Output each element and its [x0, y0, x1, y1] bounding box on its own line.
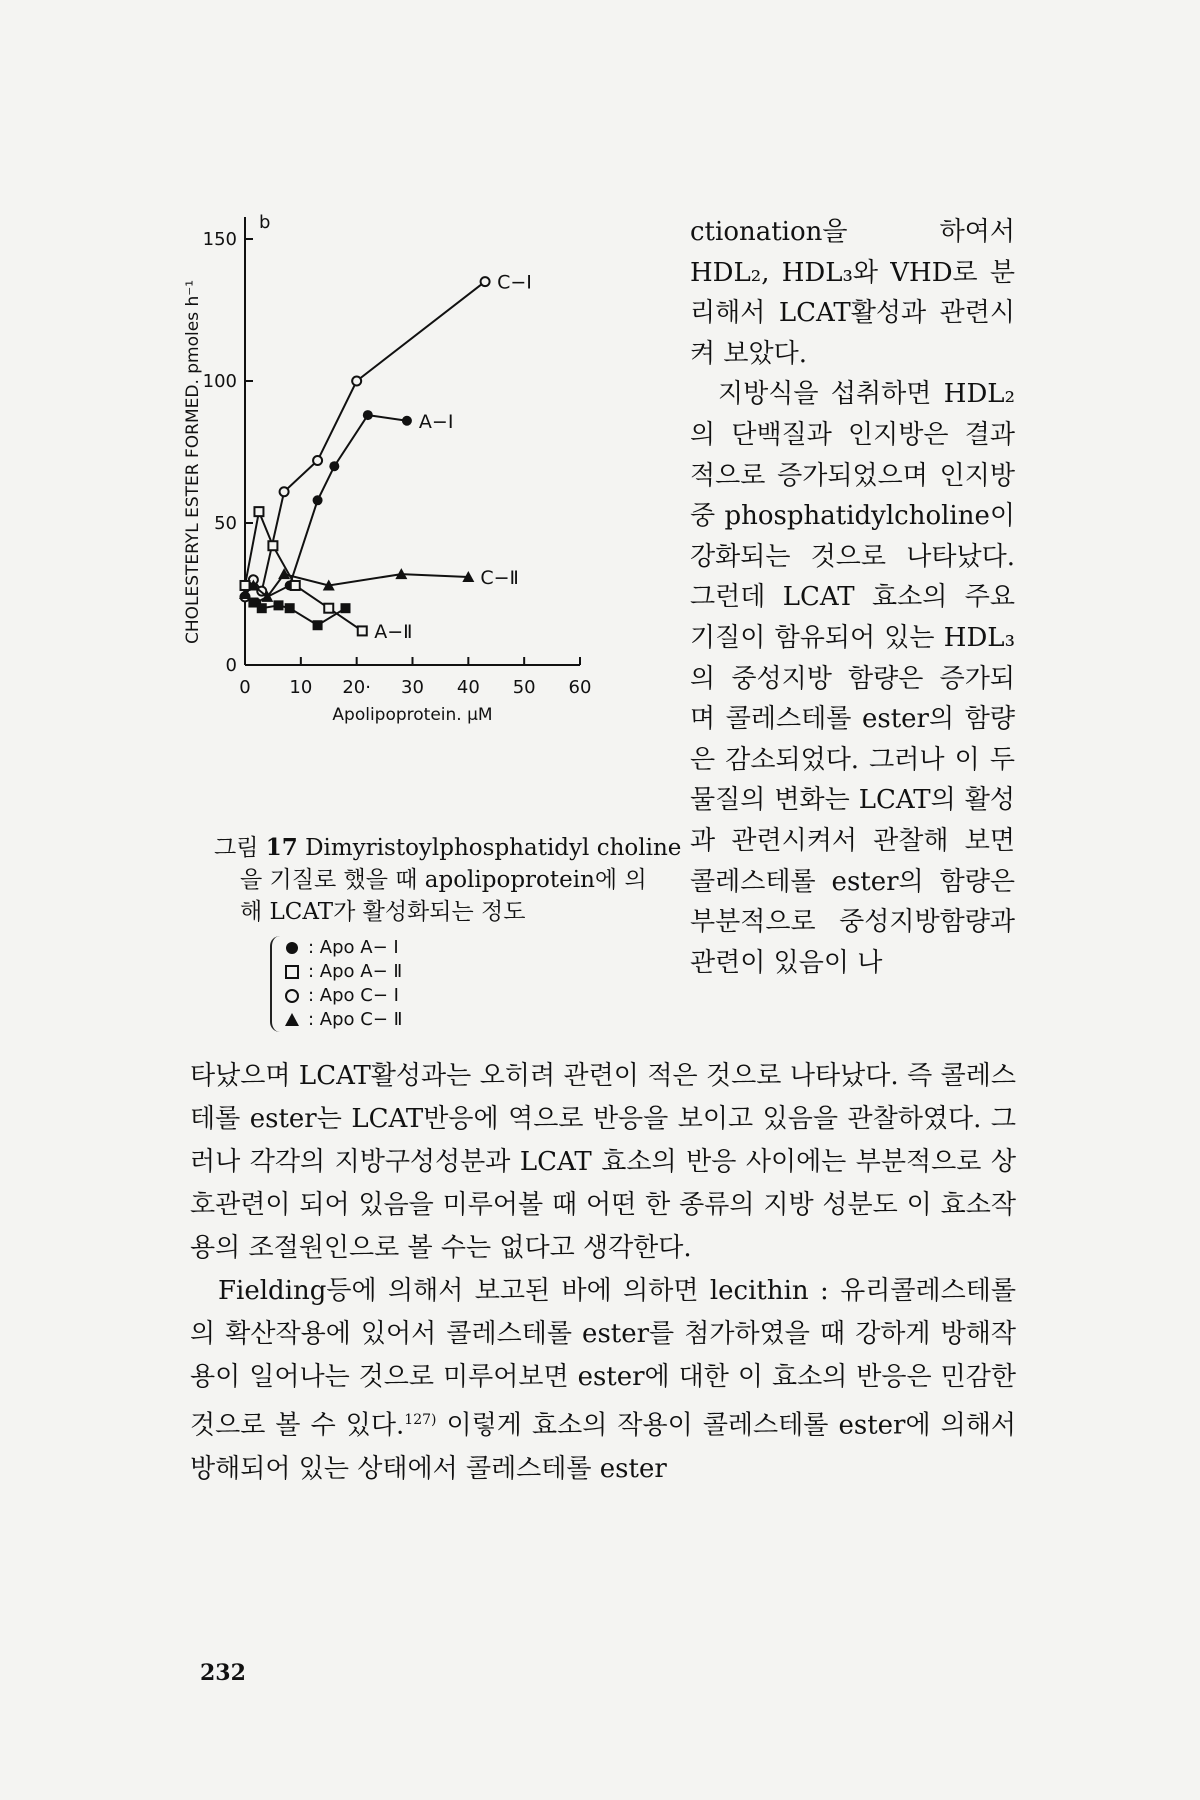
data-point: [481, 277, 490, 286]
x-tick-label: 40: [456, 677, 480, 698]
data-point: [280, 487, 289, 496]
paragraph: 지방식을 섭취하면 HDL₂의 단백질과 인지방은 결과적으로 증가되었으며 인지방 중 phosphatidylcholine이 강화되는 것으로 나타났다. 그런데 LCAT 효소의 주요 기질이 함유되어 있는 HDL₃의 중성지방 함량은 증가되며 콜레스테롤 ester의 함량은 감소되었다. 그러나 이 두 물질의 변화는 LCAT의 활성과 관련시켜서 관찰해 보면 콜레스테롤 ester의 함량은 부분적으로 중성지방함량과 관련이 있음이 나: [690, 379, 1015, 978]
y-axis-label: CHOLESTERYL ESTER FORMED. pmoles h⁻¹: [183, 279, 203, 645]
data-point: [358, 626, 367, 635]
x-tick-label: 60: [568, 677, 592, 698]
y-tick-label: 150: [202, 229, 237, 250]
filled-triangle-icon: [282, 1010, 302, 1030]
body-text: [190, 1055, 1016, 1491]
data-point: [313, 456, 322, 465]
paragraph: 타났으며 LCAT활성과는 오히려 관련이 적은 것으로 나타났다. 즉 콜레스테롤 ester는 LCAT반응에 역으로 반응을 보이고 있음을 관찰하였다. 그러나 각각의 지방구성성분과 LCAT 효소의 반응 사이에는 부분적으로 상호관련이 되어 있음을 미루어볼 때 어떤 한 종류의 지방 성분도 이 효소작용의 조절원인으로 볼 수는 없다고 생각한다.: [190, 1061, 1016, 1263]
figure-caption: [214, 832, 684, 928]
figure-17-chart: [183, 212, 700, 822]
data-point: [313, 620, 323, 630]
chart-legend: [270, 936, 403, 1032]
paragraph-text: Fielding등에 의해서 보고된 바에 의하면 lecithin : 유리콜레스테롤의 확산작용에 있어서 콜레스테롤 ester를 첨가하였을 때 강하게 방해작용이 일어나는 것으로 미루어보면 ester에 대한 이 효소의 반응은 민감한 것으로 볼 수 있다.: [190, 1276, 1016, 1441]
series-label: C−Ⅰ: [497, 271, 532, 294]
data-point: [363, 410, 373, 420]
chart-series: [239, 277, 490, 635]
series-label: C−Ⅱ: [480, 566, 519, 589]
open-square-icon: [282, 962, 302, 982]
legend-item: [282, 936, 403, 960]
x-tick-label: 0: [239, 677, 251, 698]
y-tick-label: 50: [214, 513, 237, 534]
data-point: [285, 603, 295, 613]
data-point: [257, 603, 267, 613]
legend-label: : Apo A− Ⅱ: [308, 961, 403, 982]
data-point: [329, 461, 339, 471]
data-point: [341, 603, 351, 613]
open-circle-icon: [282, 986, 302, 1006]
data-point: [352, 377, 361, 386]
series-line: [245, 282, 485, 597]
data-point: [324, 604, 333, 613]
paragraph-text: 이렇게 효소의 작용이 콜레스테롤 ester에 의해서 방해되어 있는 상태에서 콜레스테롤 ester: [190, 1410, 1016, 1484]
filled-circle-icon: [282, 938, 302, 958]
data-point: [254, 507, 263, 516]
series-label: A−Ⅱ: [374, 620, 413, 643]
x-tick-label: 50: [512, 677, 536, 698]
legend-label: : Apo C− Ⅱ: [308, 1009, 403, 1030]
caption-line2: 을 기질로 했을 때 apolipoprotein에 의: [240, 867, 647, 893]
data-point: [313, 495, 323, 505]
series-line: [256, 415, 407, 602]
chart-labels: [183, 212, 532, 725]
x-tick-label: 30: [401, 677, 424, 698]
x-tick-label: 20·: [342, 677, 371, 698]
legend-item: [282, 984, 403, 1008]
legend-label: : Apo A− Ⅰ: [308, 937, 399, 958]
panel-label: b: [259, 212, 271, 233]
right-column-text: [690, 212, 1015, 983]
legend-item: [282, 1008, 403, 1032]
y-tick-label: 100: [202, 371, 237, 392]
data-point: [402, 416, 412, 426]
x-axis-label: Apolipoprotein. μM: [332, 705, 493, 725]
caption-label: 그림: [214, 835, 259, 861]
data-point: [291, 581, 300, 590]
y-tick-label: 0: [225, 655, 237, 676]
page-number: 232: [200, 1660, 246, 1686]
paragraph: ctionation을 하여서 HDL₂, HDL₃와 VHD로 분리해서 LCAT활성과 관련시켜 보았다.: [690, 217, 1015, 369]
data-point: [274, 600, 284, 610]
reference-number: 127): [404, 1412, 437, 1428]
legend-label: : Apo C− Ⅰ: [308, 985, 399, 1006]
series-line: [245, 574, 468, 597]
data-point: [241, 581, 250, 590]
series-label: A−Ⅰ: [418, 410, 454, 433]
paragraph: [190, 1270, 1016, 1491]
caption-line1: Dimyristoylphosphatidyl choline: [305, 835, 682, 861]
caption-line3: 해 LCAT가 활성화되는 정도: [240, 899, 526, 925]
caption-number: 17: [265, 834, 298, 861]
x-tick-label: 10: [289, 677, 313, 698]
data-point: [268, 541, 277, 550]
legend-item: [282, 960, 403, 984]
